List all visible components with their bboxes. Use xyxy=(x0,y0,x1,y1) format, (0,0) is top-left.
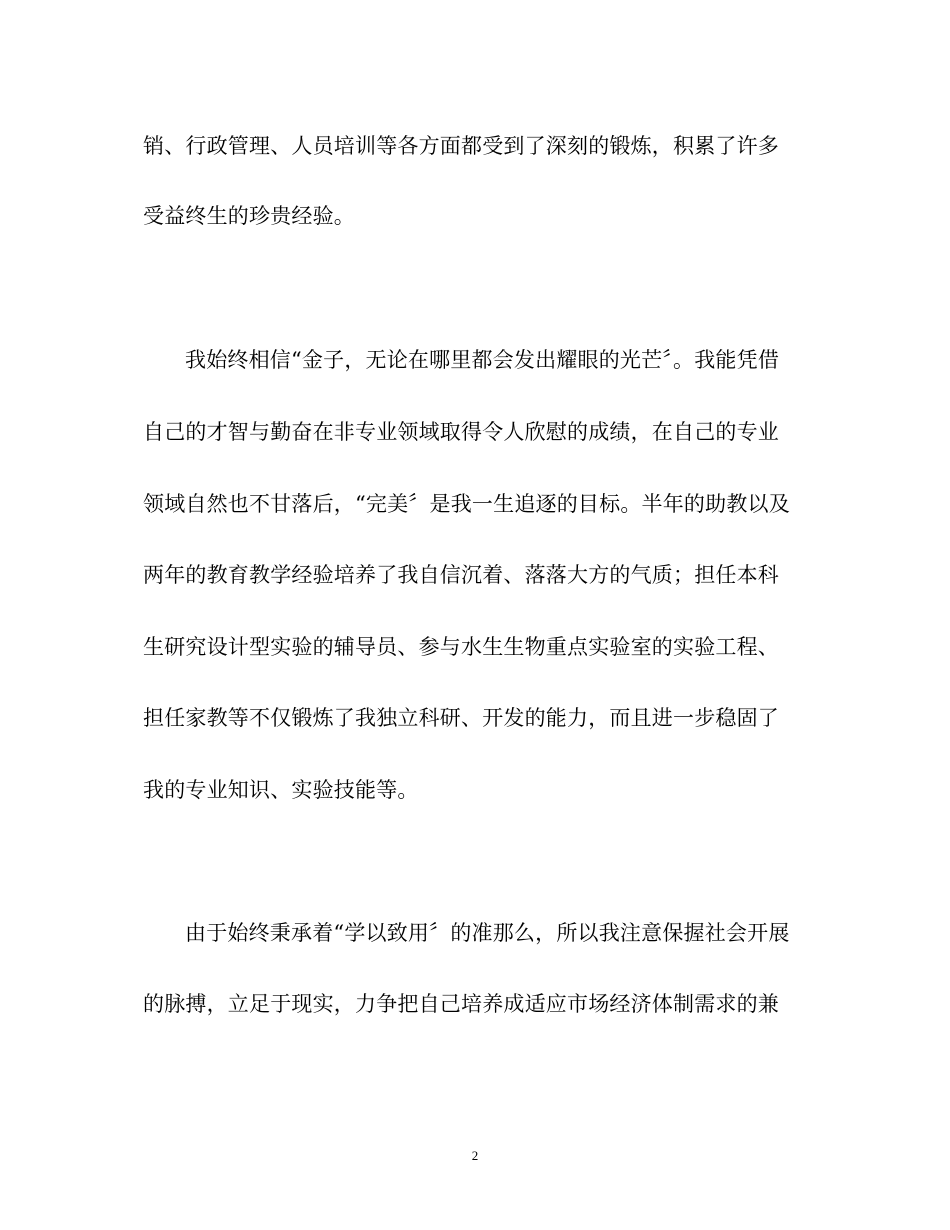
paragraph-2-line-5: 生研究设计型实验的辅导员、参与水生生物重点实验室的实验工程、 xyxy=(143,635,779,659)
paragraph-2-line-3: 领域自然也不甘落后，“完美〞是我一生追逐的目标。半年的助教以及 xyxy=(143,492,790,516)
page-number: 2 xyxy=(471,1148,479,1163)
paragraph-2-line-4: 两年的教育教学经验培养了我自信沉着、落落大方的气质；担任本科 xyxy=(143,563,779,587)
paragraph-1-line-1: 销、行政管理、人员培训等各方面都受到了深刻的锻炼，积累了许多 xyxy=(143,134,779,158)
paragraph-1-line-2: 受益终生的珍贵经验。 xyxy=(143,204,355,228)
paragraph-3-line-2: 的脉搏，立足于现实，力争把自己培养成适应市场经济体制需求的兼 xyxy=(143,992,779,1016)
paragraph-2-line-2: 自己的才智与勤奋在非专业领域取得令人欣慰的成绩，在自己的专业 xyxy=(143,420,779,444)
paragraph-2-line-1: 我始终相信“金子，无论在哪里都会发出耀眼的光芒〞。我能凭借 xyxy=(185,348,780,372)
paragraph-2-line-6: 担任家教等不仅锻炼了我独立科研、开发的能力，而且进一步稳固了 xyxy=(143,706,779,730)
paragraph-2-line-7: 我的专业知识、实验技能等。 xyxy=(143,778,419,802)
paragraph-3-line-1: 由于始终秉承着“学以致用〞的准那么，所以我注意保握社会开展 xyxy=(185,921,790,945)
